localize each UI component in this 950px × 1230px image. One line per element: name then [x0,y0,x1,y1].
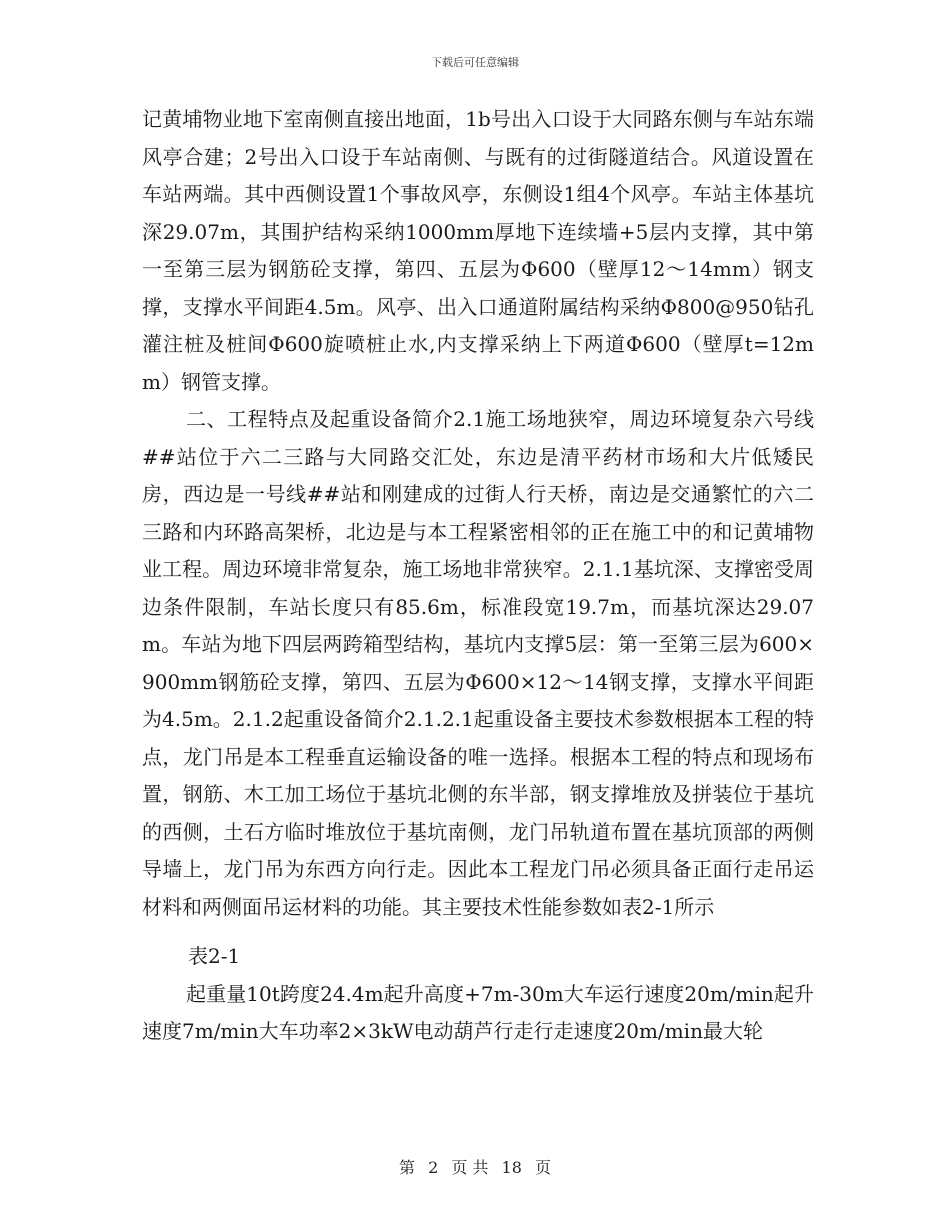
paragraph-1: 记黄埔物业地下室南侧直接出地面，1b号出入口设于大同路东侧与车站东端风亭合建；2号出入口设于车站南侧、与既有的过街隧道结合。风道设置在车站两端。其中西侧设置1个事故风亭，东侧设1组4个风亭。车站主体基坑深29.07m，其围护结构采纳1000mm厚地下连续墙+5层内支撑，其中第一至第三层为钢筋砼支撑，第四、五层为Φ600（壁厚12～14mm）钢支撑，支撑水平间距4.5m。风亭、出入口通道附属结构采纳Φ800@950钻孔灌注桩及桩间Φ600旋喷桩止水,内支撑采纳上下两道Φ600（壁厚t=12mm）钢管支撑。 [142,107,814,394]
document-body [142,101,814,1051]
footer-prefix: 第 [398,1158,415,1177]
footer-total-pages: 18 [501,1158,522,1177]
footer-page-number: 2 [428,1158,439,1177]
table-caption: 表2-1 [188,944,241,968]
footer-mid: 页 共 [451,1158,489,1177]
page-footer [0,1155,950,1178]
paragraph-2: 二、工程特点及起重设备简介2.1施工场地狭窄，周边环境复杂六号线##站位于六二三路与大同路交汇处，东边是清平药材市场和大片低矮民房，西边是一号线##站和刚建成的过街人行天桥，南边是交通繁忙的六二三路和内环路高架桥，北边是与本工程紧密相邻的正在施工中的和记黄埔物业工程。周边环境非常复杂，施工场地非常狭窄。2.1.1基坑深、支撑密受周边条件限制，车站长度只有85.6m，标准段宽19.7m，而基坑深达29.07m。车站为地下四层两跨箱型结构，基坑内支撑5层：第一至第三层为600×900mm钢筋砼支撑，第四、五层为Φ600×12～14钢支撑，支撑水平间距为4.5m。2.1.2起重设备简介2.1.2.1起重设备主要技术参数根据本工程的特点，龙门吊是本工程垂直运输设备的唯一选择。根据本工程的特点和现场布置，钢筋、木工加工场位于基坑北侧的东半部，钢支撑堆放及拼装位于基坑的西侧，土石方临时堆放位于基坑南侧，龙门吊轨道布置在基坑顶部的两侧导墙上，龙门吊为东西方向行走。因此本工程龙门吊必须具备正面行走吊运材料和两侧面吊运材料的功能。其主要技术性能参数如表2-1所示 [142,407,814,919]
page-header: 下载后可任意编辑 [431,56,519,69]
footer-suffix: 页 [535,1158,552,1177]
paragraph-3: 起重量10t跨度24.4m起升高度+7m-30m大车运行速度20m/min起升速度7m/min大车功率2×3kW电动葫芦行走行走速度20m/min最大轮 [142,981,814,1043]
